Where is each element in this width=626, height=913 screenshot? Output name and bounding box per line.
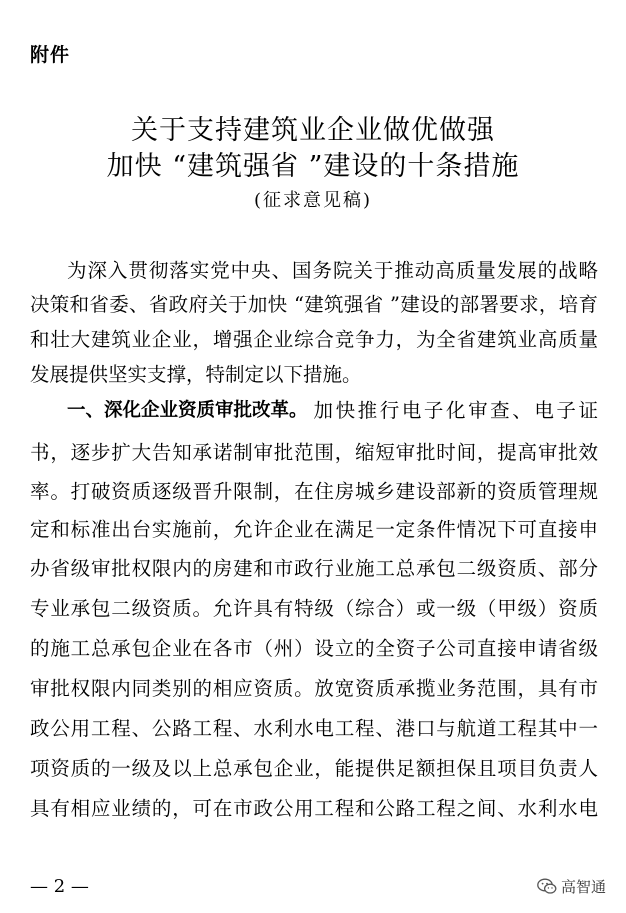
body-line: 审批权限内同类别的相应资质。放宽资质承揽业务范围，具有市: [30, 677, 598, 700]
body-line: 办省级审批权限内的房建和市政行业施工总承包二级资质、部分: [30, 557, 598, 580]
body-line: 书，逐步扩大告知承诺制审批范围，缩短审批时间，提高审批效: [30, 441, 598, 464]
body-line: 的施工总承包企业在各市（州）设立的全资子公司直接申请省级: [30, 637, 598, 660]
body-line: 政公用工程、公路工程、水利水电工程、港口与航道工程其中一: [30, 717, 598, 740]
body-line: 发展提供坚实支撑，特制定以下措施。: [30, 363, 362, 386]
body-line: 率。打破资质逐级晋升限制，在住房城乡建设部新的资质管理规: [30, 480, 598, 503]
document-subtitle: (征求意见稿): [253, 190, 373, 211]
document-title-line-1: 关于支持建筑业企业做优做强: [131, 115, 495, 146]
section-1-heading: 一、深化企业资质审批改革。: [67, 400, 308, 421]
page-number: — 2 —: [30, 876, 89, 897]
watermark: [537, 876, 606, 897]
section-1-text: 加快推行电子化审查、电子证: [313, 399, 598, 422]
body-line: 专业承包二级资质。允许具有特级（综合）或一级（甲级）资质: [30, 597, 598, 620]
annex-label: 附件: [30, 44, 71, 66]
watermark-text: 高智通: [561, 878, 607, 896]
body-line: 为深入贯彻落实党中央、国务院关于推动高质量发展的战略: [67, 259, 598, 282]
document-title-line-2: 加快 “建筑强省 ”建设的十条措施: [106, 151, 520, 182]
body-line: 决策和省委、省政府关于加快 “建筑强省 ”建设的部署要求，培育: [30, 293, 598, 316]
body-line: 定和标准出台实施前，允许企业在满足一定条件情况下可直接申: [30, 518, 598, 541]
body-line: 和壮大建筑业企业，增强企业综合竞争力，为全省建筑业高质量: [30, 328, 598, 351]
body-line-with-heading: [67, 398, 598, 424]
body-line: 具有相应业绩的，可在市政公用工程和公路工程之间、水利水电: [30, 797, 598, 820]
wechat-icon: [537, 878, 557, 895]
body-line: 项资质的一级及以上总承包企业，能提供足额担保且项目负责人: [30, 757, 598, 780]
